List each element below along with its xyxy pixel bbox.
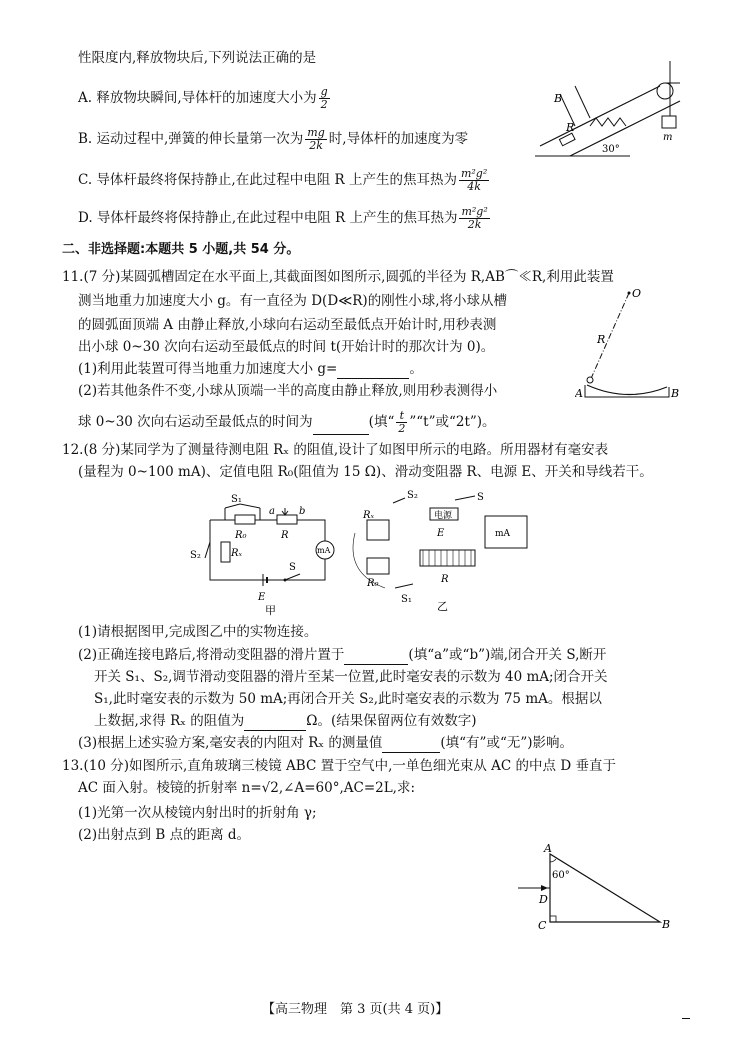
label-b: b <box>299 506 306 517</box>
label-s1: S₁ <box>231 494 242 505</box>
q11-line1: 11.(7 分)某圆弧槽固定在水平面上,其截面图如图所示,圆弧的半径为 R,AB⌒≪R,利用此装置 <box>62 269 614 285</box>
label-e: E <box>437 528 445 539</box>
label-r: R <box>597 333 606 346</box>
label-a: A <box>544 842 552 855</box>
label-s1: S₁ <box>401 594 412 605</box>
label-r: R <box>566 121 575 134</box>
label-e: E <box>258 592 266 603</box>
label-s2: S₂ <box>407 490 418 501</box>
label-angle: 60° <box>552 870 570 881</box>
option-a-text: A. 释放物块瞬间,导体杆的加速度大小为 <box>78 90 317 106</box>
option-c-text: C. 导体杆最终将保持静止,在此过程中电阻 R 上产生的焦耳热为 <box>78 172 457 188</box>
q11-line6: (2)若其他条件不变,小球从顶端一半的高度由静止释放,则用秒表测得小 <box>78 383 498 399</box>
q12-line6: S₁,此时毫安表的示数为 50 mA;再闭合开关 S₂,此时毫安表的示数为 75 mA。根据以 <box>94 691 602 707</box>
q12-line3: (1)请根据图甲,完成图乙中的实物连接。 <box>78 624 318 640</box>
label-r: R <box>441 574 449 585</box>
label-s2: S₂ <box>190 550 201 561</box>
label-r0: R₀ <box>367 578 379 589</box>
label-m: m <box>663 132 673 143</box>
fraction: $\frac{mg}{2k}$ <box>307 126 325 152</box>
label-b: B <box>554 92 563 105</box>
q12-line2: (量程为 0~100 mA)、定值电阻 R₀(阻值为 15 Ω)、滑动变阻器 R、电源 E、开关和导线若干。 <box>78 464 653 480</box>
label-b: B <box>662 918 671 931</box>
q11-line7: 球 0~30 次向右运动至最低点的时间为 (填“ $\frac{t}{2}$ ”“t”或“2t”)。 <box>78 409 496 435</box>
answer-blank[interactable] <box>244 716 306 731</box>
question-intro: 性限度内,释放物块后,下列说法正确的是 <box>78 50 317 66</box>
section-heading: 二、非选择题:本题共 5 小题,共 54 分。 <box>62 242 300 257</box>
label-ma: mA <box>317 546 331 555</box>
label-r0: R₀ <box>235 530 247 541</box>
option-b-text: B. 运动过程中,弹簧的伸长量第一次为 <box>78 131 304 147</box>
label-yi: 乙 <box>437 600 448 613</box>
fraction: $\frac{t}{2}$ <box>398 409 406 435</box>
fraction: $\frac{\text{m²g²}}{4k}$ <box>460 167 488 193</box>
apparatus-diagram-yi <box>345 488 545 616</box>
label-a: A <box>575 387 583 400</box>
q11-line4: 出小球 0~30 次向右运动至最低点的时间 t(开始计时的那次计为 0)。 <box>78 339 495 355</box>
q13-line3: (1)光第一次从棱镜内射出时的折射角 γ; <box>78 805 317 821</box>
label-d: D <box>539 893 548 906</box>
fraction: $\frac{\text{m²g²}}{2k}$ <box>461 205 488 231</box>
label-r: R <box>281 530 289 541</box>
label-ma: mA <box>495 529 511 539</box>
label-a: a <box>269 506 275 517</box>
option-d <box>78 206 492 231</box>
label-s: S <box>289 562 296 573</box>
incline-rail-figure <box>530 56 700 166</box>
option-b: B. 运动过程中,弹簧的伸长量第一次为 $\frac{mg}{2k}$ 时,导体杆的加速度为零 <box>78 126 469 152</box>
label-b: B <box>671 387 680 400</box>
q11-line5: (1)利用此装置可得当地重力加速度大小 g= 。 <box>78 361 423 377</box>
label-jia: 甲 <box>265 604 276 617</box>
label-angle: 30° <box>602 144 620 155</box>
option-c <box>78 168 491 193</box>
q11-line3: 的圆弧面顶端 A 由静止释放,小球向右运动至最低点开始计时,用秒表测 <box>78 317 497 333</box>
q12-line1: 12.(8 分)某同学为了测量待测电阻 Rₓ 的阻值,设计了如图甲所示的电路。所用器材有毫安表 <box>62 442 609 458</box>
label-c: C <box>538 919 547 932</box>
arc-groove-figure <box>575 285 685 400</box>
label-rx: Rₓ <box>363 510 375 521</box>
q12-line5: 开关 S₁、S₂,调节滑动变阻器的滑片至某一位置,此时毫安表的示数为 40 mA;闭合开关 <box>94 669 608 685</box>
q12-line7: 上数据,求得 Rₓ 的阻值为 Ω。(结果保留两位有效数字) <box>94 713 477 729</box>
q13-line4: (2)出射点到 B 点的距离 d。 <box>78 827 251 843</box>
q13-line2: AC 面入射。棱镜的折射率 n=√2,∠A=60°,AC=2L,求: <box>78 780 416 796</box>
label-o: O <box>632 287 642 300</box>
fraction: $\frac{g}{2}$ <box>320 85 328 111</box>
label-rx: Rₓ <box>231 548 243 559</box>
q12-line4: (2)正确连接电路后,将滑动变阻器的滑片置于 (填“a”或“b”)端,闭合开关 S,断开 <box>78 647 607 663</box>
answer-blank[interactable] <box>344 650 408 665</box>
label-s: S <box>477 492 484 503</box>
circuit-diagram-jia <box>185 490 335 620</box>
q11-line2: 测当地重力加速度大小 g。有一直径为 D(D≪R)的刚性小球,将小球从槽 <box>78 293 507 309</box>
answer-blank[interactable] <box>382 738 440 753</box>
q12-line8: (3)根据上述实验方案,毫安表的内阻对 Rₓ 的测量值 (填“有”或“无”)影响。 <box>78 735 574 751</box>
footer-dash <box>682 1018 690 1019</box>
page-footer: 【高三物理 第 3 页(共 4 页)】 <box>262 1002 449 1017</box>
option-d-text: D. 导体杆最终将保持静止,在此过程中电阻 R 上产生的焦耳热为 <box>78 210 458 226</box>
answer-blank[interactable] <box>337 364 409 379</box>
answer-blank[interactable] <box>313 420 369 435</box>
prism-figure <box>510 840 690 935</box>
label-source: 电源 <box>434 511 453 521</box>
option-a <box>78 86 332 111</box>
q13-line1: 13.(10 分)如图所示,直角玻璃三棱镜 ABC 置于空气中,一单色细光束从 AC 的中点 D 垂直于 <box>62 758 616 774</box>
